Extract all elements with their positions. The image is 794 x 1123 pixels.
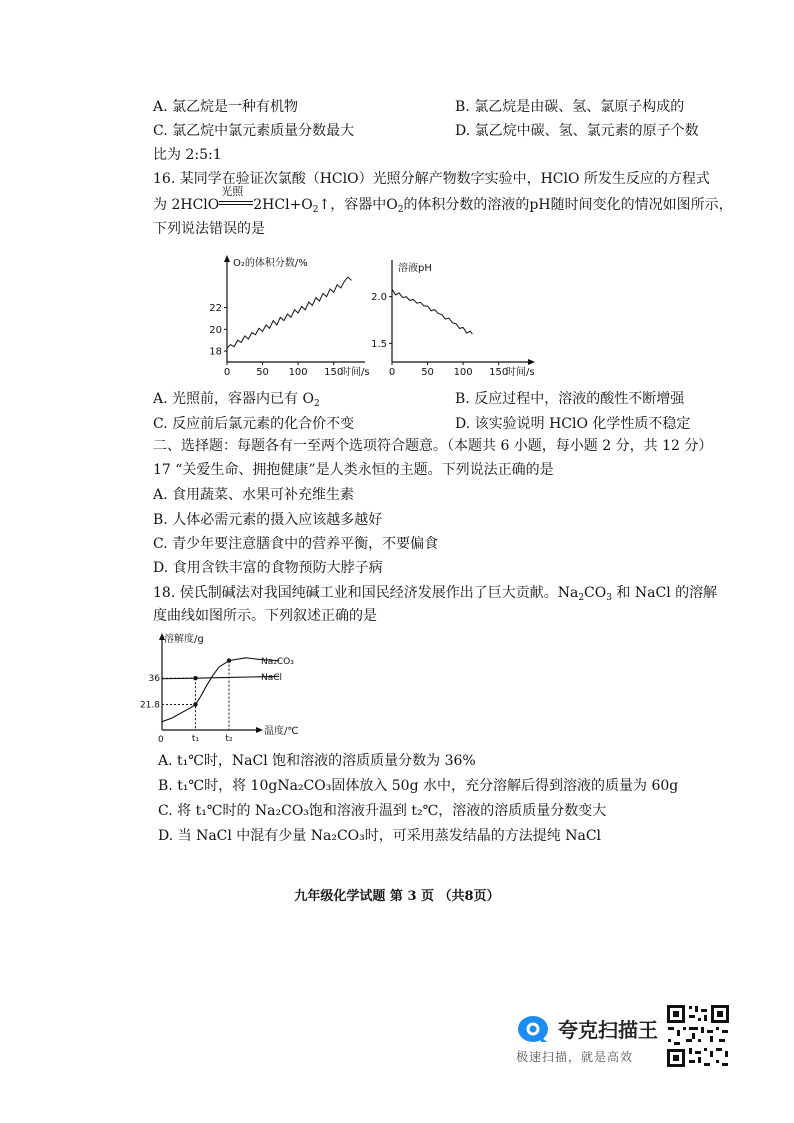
ph-x-label: 时间/s — [506, 367, 535, 378]
o2-y-label: O₂的体积分数/% — [233, 258, 308, 269]
q16-stem-line3: 下列说法错误的是 — [153, 221, 265, 237]
q18-option-c: C. 将 t₁℃时的 Na₂CO₃饱和溶液升温到 t₂℃，溶液的溶质质量分数变大 — [158, 803, 607, 819]
section-2-heading: 二、选择题：每题各有一至两个选项符合题意。（本题共 6 小题，每小题 2 分，共 12 分） — [153, 438, 713, 454]
o2-x-tick-label: 0 — [223, 367, 231, 378]
q16-stem-line2 — [153, 185, 733, 220]
q17-option-d: D. 食用含铁丰富的食物预防大脖子病 — [153, 560, 383, 576]
sol-x-tick-label: t₂ — [225, 734, 233, 744]
q18-stem-line2: 度曲线如图所示。下列叙述正确的是 — [153, 608, 377, 624]
sol-x-arrow — [256, 727, 263, 733]
o2-y-arrow — [224, 255, 230, 262]
ph-y-tick-label: 1.5 — [371, 338, 387, 350]
o2-y-tick-label: 22 — [209, 303, 222, 315]
nacl-series-label: NaCl — [261, 673, 283, 683]
co3-subscript: 3 — [606, 593, 612, 603]
sol-origin: 0 — [158, 735, 164, 745]
sol-point — [193, 676, 197, 680]
q16-option-b: B. 反应过程中，溶液的酸性不断增强 — [455, 391, 685, 407]
na2co3-series-label: Na₂CO₃ — [261, 657, 294, 667]
sol-y-label: 溶解度/g — [164, 634, 204, 645]
ph-y-label: 溶液pH — [398, 263, 432, 274]
q18-stem-line1 — [153, 583, 717, 608]
o2-x-tick-label: 50 — [256, 367, 269, 378]
q18-option-b: B. t₁℃时，将 10gNa₂CO₃固体放入 50g 水中，充分溶解后得到溶液的质量为 60g — [158, 778, 679, 794]
q18-stem-part1: 18. 侯氏制碱法对我国纯碱工业和国民经济发展作出了巨大贡献。Na — [153, 585, 579, 601]
o2-subscript-2: 2 — [397, 205, 404, 215]
o2-x-label: 时间/s — [341, 367, 370, 378]
equal-line-bottom — [219, 204, 253, 205]
reaction-condition: 光照 — [221, 185, 244, 198]
q16-option-a — [153, 389, 320, 414]
q17-option-b: B. 人体必需元素的摄入应该越多越好 — [153, 512, 383, 528]
o2-x-tick-label: 100 — [288, 367, 308, 378]
ph-x-tick-label: 150 — [489, 367, 509, 378]
ph-x-tick-label: 0 — [388, 367, 396, 378]
sol-point — [227, 658, 231, 662]
o2-volume-chart — [200, 250, 375, 380]
equation-reactant: 为 2HClO — [153, 197, 220, 213]
q17-option-c: C. 青少年要注意膳食中的营养平衡，不要偏食 — [153, 536, 439, 552]
q16-option-a-subscript: 2 — [313, 399, 320, 409]
ph-chart — [365, 250, 540, 380]
equation-products: 2HCl+O — [253, 197, 313, 213]
sol-x-label: 温度/℃ — [264, 726, 299, 737]
co-text: CO — [584, 585, 607, 601]
sol-point — [193, 702, 197, 706]
q17-stem: 17 “关爱生命、拥抱健康”是人类永恒的主题。下列说法正确的是 — [153, 462, 554, 478]
sol-x-tick-label: t₁ — [191, 734, 200, 744]
ph-y-tick-label: 2.0 — [371, 292, 387, 304]
quark-logo-icon — [516, 1014, 550, 1044]
brand-name: 夸克扫描王 — [558, 1018, 658, 1042]
q15-option-a: A. 氯乙烷是一种有机物 — [153, 99, 299, 115]
q18-option-d: D. 当 NaCl 中混有少量 Na₂CO₃时，可采用蒸发结晶的方法提纯 NaCl — [158, 828, 602, 844]
brand-slogan: 极速扫描，就是高效 — [516, 1050, 634, 1064]
ph-series-line — [392, 289, 472, 334]
q16-option-a-text: A. 光照前，容器内已有 O — [153, 391, 314, 407]
ph-x-tick-label: 50 — [421, 367, 434, 378]
q15-option-b: B. 氯乙烷是由碳、氢、氯原子构成的 — [455, 99, 685, 115]
o2-subscript: 2 — [312, 205, 319, 215]
equation-suffix: ↑，容器中O — [318, 197, 398, 213]
page-footer: 九年级化学试题 第 3 页 （共8页） — [294, 889, 500, 904]
ph-x-tick-label: 100 — [453, 367, 473, 378]
q15-option-d-continued: 比为 2:5:1 — [153, 147, 222, 163]
q15-option-c: C. 氯乙烷中氯元素质量分数最大 — [153, 123, 355, 139]
o2-y-tick-label: 20 — [209, 324, 222, 336]
na2co3-curve — [162, 658, 279, 722]
o2-y-tick-label: 18 — [209, 346, 222, 358]
solubility-chart — [140, 630, 320, 745]
ph-x-arrow — [528, 359, 535, 365]
stem2-rest: 的体积分数的溶液的pH随时间变化的情况如图所示， — [403, 197, 733, 213]
q17-option-a: A. 食用蔬菜、水果可补充维生素 — [153, 487, 355, 503]
sol-y-tick-label: 21.8 — [140, 700, 160, 711]
o2-x-tick-label: 150 — [324, 367, 344, 378]
q16-option-c: C. 反应前后氯元素的化合价不变 — [153, 416, 355, 432]
q18-option-a: A. t₁℃时，NaCl 饱和溶液的溶质质量分数为 36% — [158, 753, 476, 769]
q15-option-d: D. 氯乙烷中碳、氢、氯元素的原子个数 — [455, 123, 699, 139]
o2-series-line — [227, 277, 351, 348]
reaction-arrow — [219, 185, 253, 210]
q16-stem-line1: 16. 某同学在验证次氯酸（HClO）光照分解产物数字实验中，HClO 所发生反应的方程式 — [153, 171, 710, 187]
equal-line-top — [219, 201, 253, 202]
sol-y-tick-label: 36 — [148, 674, 160, 685]
na2-subscript: 2 — [578, 593, 585, 603]
q18-stem-part3: 和 NaCl 的溶解 — [611, 585, 718, 601]
q16-option-d: D. 该实验说明 HClO 化学性质不稳定 — [455, 416, 691, 432]
qr-code-icon — [666, 1004, 730, 1068]
